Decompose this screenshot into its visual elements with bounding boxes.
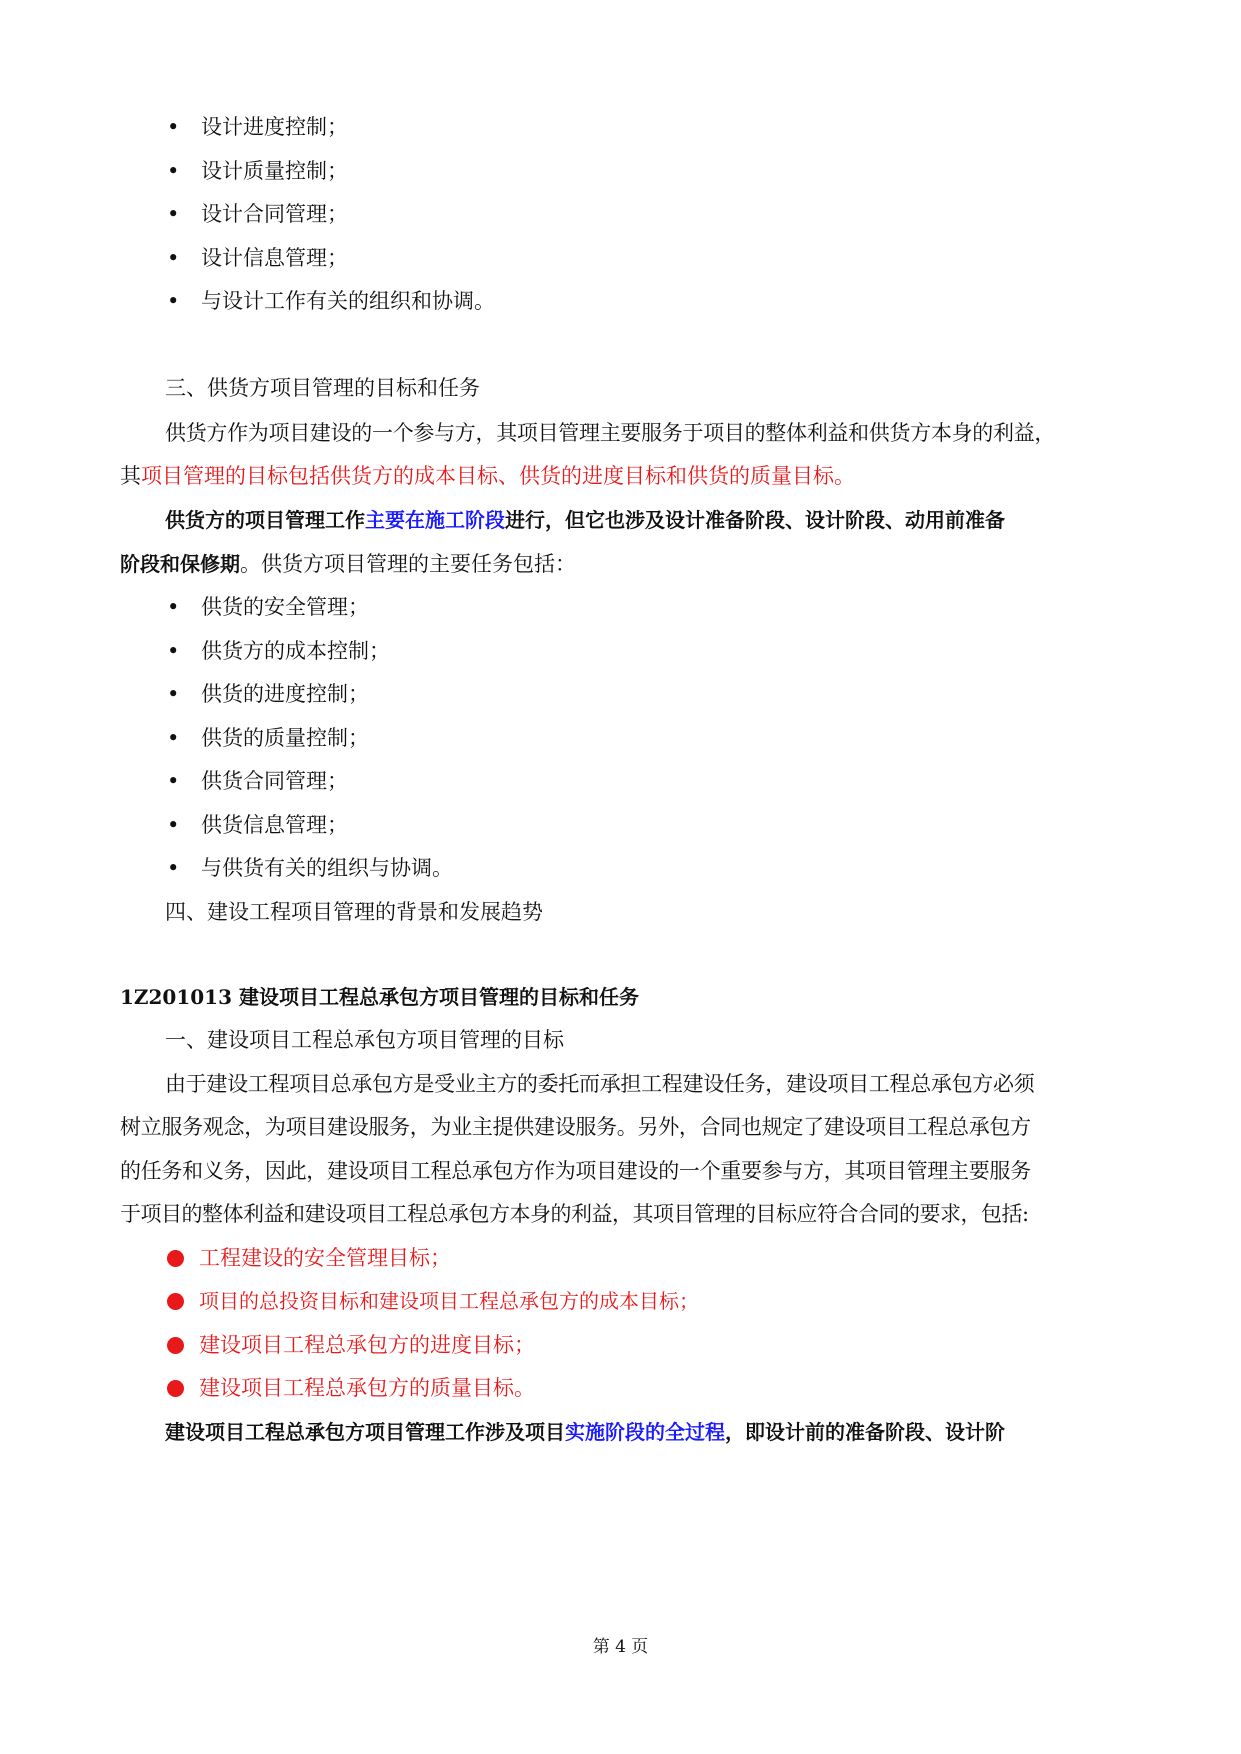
- paragraph-line: 的任务和义务，因此，建设项目工程总承包方作为项目建设的一个重要参与方，其项目管理主要服务: [120, 1159, 1031, 1183]
- red-bullet-icon: [167, 1337, 184, 1354]
- section-title: 四、建设工程项目管理的背景和发展趋势: [165, 900, 543, 924]
- list-item: • 供货合同管理；: [167, 766, 348, 796]
- list-item: • 设计进度控制；: [167, 112, 348, 142]
- highlight-text: 实施阶段的全过程: [565, 1420, 725, 1444]
- list-item: • 设计质量控制；: [167, 156, 348, 186]
- list-item: 项目的总投资目标和建设项目工程总承包方的成本目标；: [167, 1286, 699, 1316]
- bullet-icon: •: [167, 159, 180, 183]
- bullet-icon: •: [167, 202, 180, 226]
- red-bullet-icon: [167, 1380, 184, 1397]
- paragraph-line: 其项目管理的目标包括供货方的成本目标、供货的进度目标和供货的质量目标。: [120, 464, 855, 488]
- list-item: • 供货方的成本控制；: [167, 636, 390, 666]
- list-item: • 供货的安全管理；: [167, 592, 369, 622]
- list-item: 建设项目工程总承包方的进度目标；: [167, 1330, 535, 1360]
- paragraph-line: 于项目的整体利益和建设项目工程总承包方本身的利益，其项目管理的目标应符合合同的要求，包括:: [120, 1202, 1029, 1226]
- bullet-icon: •: [167, 289, 180, 313]
- list-item: • 供货的质量控制；: [167, 723, 369, 753]
- bullet-icon: •: [167, 726, 180, 750]
- bullet-icon: •: [167, 682, 180, 706]
- bullet-icon: •: [167, 639, 180, 663]
- paragraph-line: 阶段和保修期。供货方项目管理的主要任务包括：: [120, 552, 576, 576]
- highlight-text: 主要在施工阶段: [365, 508, 505, 532]
- list-item: • 与供货有关的组织与协调。: [167, 853, 453, 883]
- paragraph-line: 由于建设工程项目总承包方是受业主方的委托而承担工程建设任务，建设项目工程总承包方必须: [165, 1072, 1035, 1096]
- section-heading: 1Z201013 建设项目工程总承包方项目管理的目标和任务: [120, 985, 639, 1009]
- section-title: 三、供货方项目管理的目标和任务: [165, 376, 480, 400]
- bullet-icon: •: [167, 595, 180, 619]
- paragraph-line: 供货方作为项目建设的一个参与方，其项目管理主要服务于项目的整体利益和供货方本身的利益，: [165, 421, 1056, 445]
- list-item: 工程建设的安全管理目标；: [167, 1243, 451, 1273]
- red-bullet-icon: [167, 1293, 184, 1310]
- bullet-icon: •: [167, 813, 180, 837]
- highlight-text: 项目管理的目标包括供货方的成本目标、供货的进度目标和供货的质量目标。: [141, 464, 855, 488]
- list-item: • 与设计工作有关的组织和协调。: [167, 286, 495, 316]
- list-item: • 设计信息管理；: [167, 243, 348, 273]
- paragraph-line: 树立服务观念，为项目建设服务，为业主提供建设服务。另外，合同也规定了建设项目工程总承包方: [120, 1115, 1031, 1139]
- bullet-icon: •: [167, 115, 180, 139]
- list-item: • 设计合同管理；: [167, 199, 348, 229]
- red-bullet-icon: [167, 1250, 184, 1267]
- page-number: 第 4 页: [592, 1637, 649, 1657]
- bullet-icon: •: [167, 246, 180, 270]
- bullet-icon: •: [167, 856, 180, 880]
- list-item: 建设项目工程总承包方的质量目标。: [167, 1373, 535, 1403]
- bullet-icon: •: [167, 769, 180, 793]
- subsection-title: 一、建设项目工程总承包方项目管理的目标: [165, 1028, 564, 1052]
- list-item: • 供货的进度控制；: [167, 679, 369, 709]
- paragraph-line: 供货方的项目管理工作主要在施工阶段进行，但它也涉及设计准备阶段、设计阶段、动用前准备: [165, 508, 1005, 532]
- list-item: • 供货信息管理；: [167, 810, 348, 840]
- paragraph-line: 建设项目工程总承包方项目管理工作涉及项目实施阶段的全过程，即设计前的准备阶段、设计阶: [165, 1420, 1005, 1444]
